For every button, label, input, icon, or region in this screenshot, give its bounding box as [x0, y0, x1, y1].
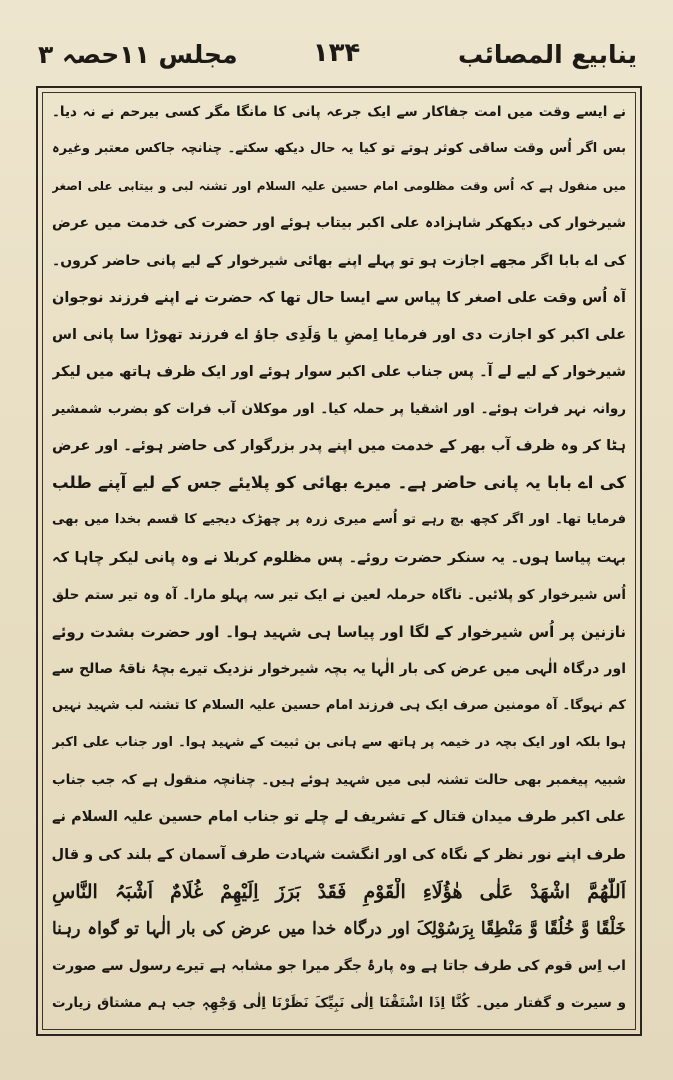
text-line: اور درگاہ الٰہی میں عرض کی بار الٰہا یہ بچہ شیرخوار نزدیک تیرے بچۂ ناقۂ صالح سے	[52, 660, 626, 677]
text-line: روانہ نہر فرات ہوئے۔ اور اشقیا پر حملہ کیا۔ اور موکلان آب فرات کو بضرب شمشیر	[52, 401, 626, 417]
page-number: ۱۳۴	[312, 38, 361, 68]
text-line: فرمایا تھا۔ اور اگر کچھ بچ رہے تو اُسے میری زرہ پر چھڑک دیجیے کا قسم بخدا میں بھی	[52, 512, 626, 528]
text-line: میں منقول ہے کہ اُس وقت مظلومی امام حسین علیہ السلام اور تشنہ لبی و بیتابی علی اصغر	[52, 179, 626, 194]
text-line: شیرخوار کی دیکھکر شاہزادہ علی اکبر بیتاب ہوئے اور حضرت کی خدمت میں عرض	[52, 215, 626, 232]
page-body-text	[52, 98, 626, 1020]
text-frame	[36, 86, 642, 1036]
text-line: کی اے بابا اگر مجھے اجازت ہو تو پہلے اپنے بھائی شیرخوار کے لیے پانی حاضر کروں۔	[52, 252, 626, 269]
text-line: نازنین پر اُس شیرخوار کے لگا اور پیاسا ہی شہید ہوا۔ اور حضرت بشدت روئے	[52, 622, 626, 641]
text-line: بس اگر اُس وقت ساقی کوثر ہوتے تو کیا یہ حال دیکھ سکتے۔ چنانچہ جاکس معتبر وغیرہ	[52, 141, 626, 157]
text-line: اَللّٰھُمَّ اشْھَدْ عَلٰی ھٰؤُلَاءِ الْقَوْمِ فَقَدْ بَرَزَ اِلَیْھِمْ غُلَامٌ اَشْبَہُ النَّاسِ	[52, 880, 626, 903]
text-line: ہٹا کر وہ ظرف آب بھر کے خدمت میں اپنے پدر بزرگوار کی حاضر ہوئے۔ اور عرض	[52, 438, 626, 455]
text-line: علی اکبر طرف میدان قتال کے تشریف لے چلے تو جناب امام حسین علیہ السلام نے	[52, 809, 626, 826]
text-line: شیرخوار کے لیے لے آ۔ پس جناب علی اکبر سوار ہوئے اور ایک ظرف ہاتھ میں لیکر	[52, 363, 626, 380]
text-line: بہت پیاسا ہوں۔ یہ سنکر حضرت روئے۔ پس مظلوم کربلا نے وہ پانی لیکر چاہا کہ	[52, 549, 626, 566]
text-line: آہ اُس وقت علی اصغر کا پیاس سے ایسا حال تھا کہ حضرت نے اپنے فرزند نوجوان	[52, 289, 626, 306]
text-line: نے ایسے وقت میں امت جفاکار سے ایک جرعہ پانی کا مانگا مگر کسی بیرحم نے نہ دیا۔	[52, 104, 626, 120]
text-line: طرف اپنے نور نظر کے نگاہ کی اور انگشت شہادت طرف آسمان کے بلند کی و قال	[52, 846, 626, 863]
text-line: اُس شیرخوار کو پلائیں۔ ناگاہ حرملہ لعین نے ایک تیر سہ پہلو مارا۔ آہ وہ تیر ستم حلق	[52, 586, 626, 603]
section-label: مجلس ۱۱حصہ ۳	[38, 40, 238, 69]
text-line: کی اے بابا یہ پانی حاضر ہے۔ میرے بھائی کو پلایئے جس کے لیے آپنے طلب	[52, 473, 626, 493]
text-line: شبیہ پیغمبر بھی حالت تشنہ لبی میں شہید ہوئے ہیں۔ چنانچہ منقول ہے کہ جب جناب	[52, 772, 626, 789]
text-line: ہوا بلکہ اور ایک بچہ در خیمہ پر ہاتھ سے ہانی بن ثبیت کے شہید ہوا۔ اور جناب علی اکبر	[52, 735, 626, 751]
page-header	[30, 28, 643, 88]
text-line: علی اکبر کو اجازت دی اور فرمایا اِمضِ یا وَلَدِی جاؤ اے فرزند تھوڑا سا پانی اس	[52, 326, 626, 343]
text-line: کم نہوگا۔ آہ مومنین صرف ایک ہی فرزند امام حسین علیہ السلام کا تشنہ لب شہید نہیں	[52, 698, 626, 713]
text-line: اب اِس قوم کی طرف جاتا ہے وہ پارۂ جگر میرا جو مشابہ ہے تیرے رسول سے صورت	[52, 957, 626, 974]
text-line: خَلْقًا وَّ خُلُقًا وَّ مَنْطِقًا بِرَسُوْلِکَ اور درگاہ خدا میں عرض کی بار الٰہا تو گواہ رہنا	[52, 918, 626, 939]
book-title: ینابیع المصائب	[458, 40, 637, 69]
text-line: و سیرت و گفتار میں۔ کُنَّا اِذَا اشْتَقْنَا اِلٰی نَبِیِّکَ نَظَرْنَا اِلٰی وَجْھِہٖ جب ہم مشتاق زیارت	[52, 995, 626, 1011]
